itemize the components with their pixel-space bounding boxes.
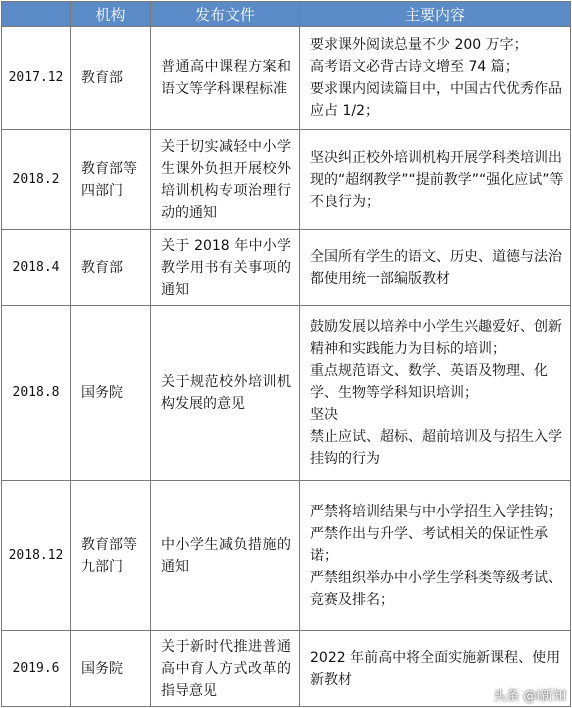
content-line: 2022 年前高中将全面实施新课程、使用新教材	[310, 649, 561, 688]
row-doc: 关于新时代推进普通高中育人方式改革的指导意见	[151, 631, 300, 707]
row-date: 2018.12	[2, 481, 71, 631]
content-line: 要求课外阅读总量不少 200 万字；	[310, 37, 528, 53]
content-line: 严禁组织举办中小学生学科类等级考试、竞赛及排名；	[310, 569, 562, 608]
header-doc: 发布文件	[151, 2, 300, 27]
table-row	[2, 130, 571, 230]
content-line: 要求课内阅读篇目中，中国古代优秀作品应占 1/2；	[310, 81, 562, 119]
table-header-row	[2, 2, 571, 27]
row-date: 2018.4	[2, 230, 71, 306]
row-org: 教育部等九部门	[71, 481, 151, 631]
row-org: 教育部	[71, 230, 151, 306]
table-row	[2, 230, 571, 306]
header-content: 主要内容	[300, 2, 571, 27]
content-line: 严禁作出与升学、考试相关的保证性承诺；	[310, 525, 548, 564]
row-doc: 普通高中课程方案和语文等学科课程标准	[151, 27, 300, 130]
row-doc: 关于规范校外培训机构发展的意见	[151, 306, 300, 481]
row-content	[300, 27, 571, 130]
row-date: 2017.12	[2, 27, 71, 130]
content-line: 高考语文必背古诗文增至 74 篇；	[310, 59, 519, 75]
row-org: 国务院	[71, 631, 151, 707]
content-line: 坚决	[310, 407, 338, 423]
table-row	[2, 306, 571, 481]
header-org: 机构	[71, 2, 151, 27]
row-content	[300, 230, 571, 306]
row-content	[300, 481, 571, 631]
watermark: 头条 @i新知	[493, 689, 566, 704]
content-line: 全国所有学生的语文、历史、道德与法治都使用统一部编版教材	[310, 248, 562, 287]
row-date: 2018.2	[2, 130, 71, 230]
content-line: 重点规范语文、数学、英语及物理、化学、生物等学科知识培训；	[310, 363, 548, 401]
header-date	[2, 2, 71, 27]
row-doc: 中小学生减负措施的通知	[151, 481, 300, 631]
row-doc: 关于切实减轻中小学生课外负担开展校外培训机构专项治理行动的通知	[151, 130, 300, 230]
table-row	[2, 631, 571, 707]
row-content	[300, 130, 571, 230]
table-row	[2, 481, 571, 631]
row-date: 2018.8	[2, 306, 71, 481]
content-line: 坚决纠正校外培训机构开展学科类培训出现的“超纲教学”“提前教学”“强化应试”等不良行为；	[310, 149, 564, 210]
content-line: 严禁将培训结果与中小学招生入学挂钩；	[310, 503, 562, 520]
content-line: 鼓励发展以培养中小学生兴趣爱好、创新精神和实践能力为目标的培训；	[310, 319, 562, 357]
content-line: 禁止应试、超标、超前培训及与招生入学挂钩的行为	[310, 429, 562, 467]
row-org: 国务院	[71, 306, 151, 481]
table-row	[2, 27, 571, 130]
row-org: 教育部等四部门	[71, 130, 151, 230]
row-org: 教育部	[71, 27, 151, 130]
row-doc: 关于 2018 年中小学教学用书有关事项的通知	[151, 230, 300, 306]
row-content	[300, 306, 571, 481]
row-date: 2019.6	[2, 631, 71, 707]
policy-table	[1, 1, 571, 707]
